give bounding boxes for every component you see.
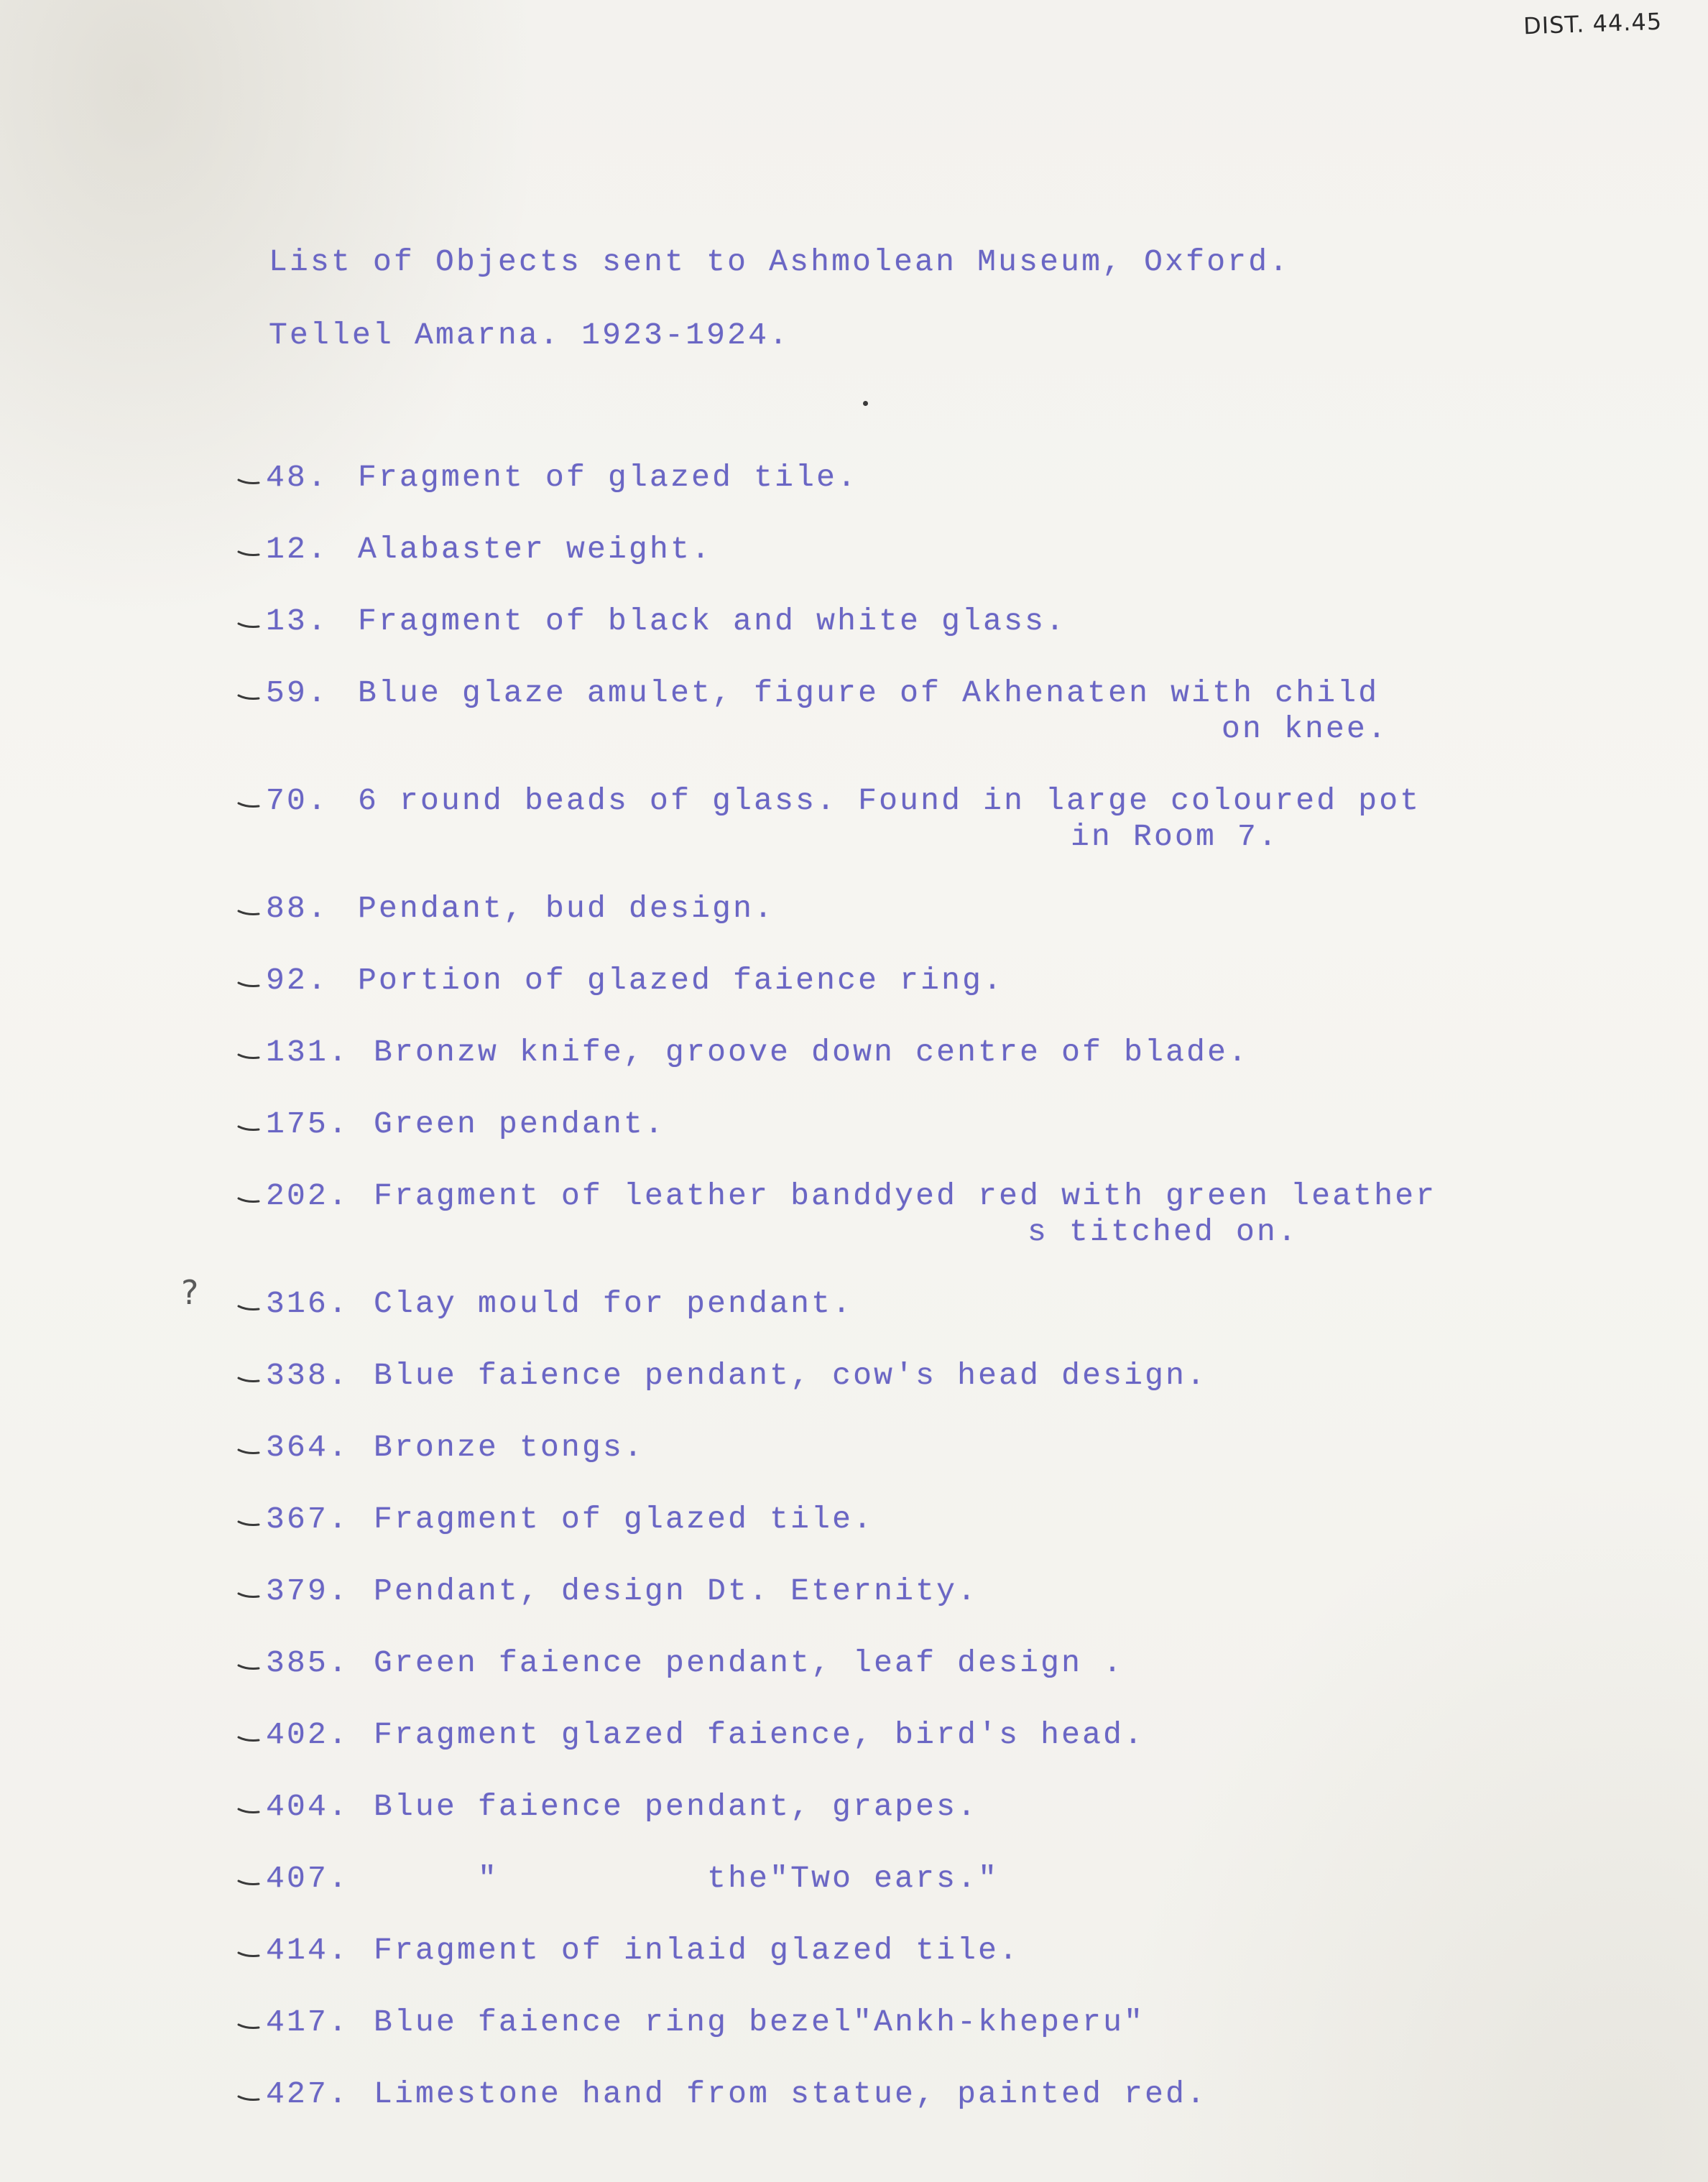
pencil-tick-mark <box>237 1660 262 1665</box>
item-description: Fragment of black and white glass. <box>358 604 1067 639</box>
item-description-continuation: s titched on. <box>1028 1214 1299 1249</box>
item-description: Green faience pendant, leaf design . <box>374 1645 1125 1681</box>
item-description: Blue faience pendant, cow's head design. <box>374 1358 1208 1393</box>
pencil-tick-mark <box>237 1947 262 1953</box>
item-number: 427. <box>266 2076 350 2112</box>
item-number: 202. <box>266 1178 350 1213</box>
pencil-tick-mark <box>237 690 262 695</box>
item-description: Pendant, bud design. <box>358 891 775 926</box>
item-description: 6 round beads of glass. Found in large coloured pot <box>358 783 1421 818</box>
item-number: 131. <box>266 1035 350 1070</box>
stray-mark <box>863 401 868 406</box>
pencil-tick-mark <box>237 977 262 983</box>
pencil-tick-mark <box>237 1875 262 1881</box>
item-description: Limestone hand from statue, painted red. <box>374 2076 1208 2112</box>
item-description: Blue faience pendant, grapes. <box>374 1789 979 1824</box>
item-number: 316. <box>266 1286 350 1321</box>
item-number: 48. <box>266 460 329 495</box>
pencil-tick-mark <box>237 1516 262 1522</box>
pencil-tick-mark <box>237 1300 262 1306</box>
pencil-tick-mark <box>237 1049 262 1055</box>
item-description: " the"Two ears." <box>374 1861 1000 1896</box>
item-description: Fragment glazed faience, bird's head. <box>374 1717 1145 1752</box>
item-number: 379. <box>266 1573 350 1609</box>
item-number: 364. <box>266 1430 350 1465</box>
pencil-tick-mark <box>237 2091 262 2097</box>
item-description: Alabaster weight. <box>358 532 713 567</box>
item-number: 385. <box>266 1645 350 1681</box>
pencil-tick-mark <box>237 1588 262 1594</box>
pencil-tick-mark <box>237 798 262 803</box>
item-description: Pendant, design Dt. Eternity. <box>374 1573 979 1609</box>
item-description: Clay mould for pendant. <box>374 1286 854 1321</box>
item-number: 414. <box>266 1933 350 1968</box>
item-description-continuation: on knee. <box>1222 711 1389 746</box>
item-description-continuation: in Room 7. <box>1071 819 1280 854</box>
pencil-tick-mark <box>237 546 262 552</box>
document-title: List of Objects sent to Ashmolean Museum, Oxford. <box>269 244 1291 279</box>
document-subtitle: Tellel Amarna. 1923-1924. <box>269 318 790 353</box>
pencil-tick-mark <box>237 1193 262 1198</box>
pencil-tick-mark <box>237 1444 262 1450</box>
pencil-tick-mark <box>237 1732 262 1737</box>
item-description: Blue glaze amulet, figure of Akhenaten with child <box>358 675 1380 711</box>
reference-number: DIST. 44.45 <box>1523 7 1663 40</box>
pencil-query-mark: ? <box>181 1273 199 1312</box>
item-number: 404. <box>266 1789 350 1824</box>
item-description: Blue faience ring bezel"Ankh-kheperu" <box>374 2005 1145 2040</box>
pencil-tick-mark <box>237 1803 262 1809</box>
item-description: Fragment of inlaid glazed tile. <box>374 1933 1020 1968</box>
item-number: 367. <box>266 1502 350 1537</box>
item-number: 70. <box>266 783 329 818</box>
pencil-tick-mark <box>237 1372 262 1378</box>
pencil-tick-mark <box>237 2019 262 2025</box>
item-number: 338. <box>266 1358 350 1393</box>
pencil-tick-mark <box>237 1121 262 1127</box>
item-number: 175. <box>266 1106 350 1142</box>
item-number: 13. <box>266 604 329 639</box>
item-number: 59. <box>266 675 329 711</box>
item-number: 88. <box>266 891 329 926</box>
item-number: 402. <box>266 1717 350 1752</box>
pencil-tick-mark <box>237 618 262 624</box>
item-number: 407. <box>266 1861 350 1896</box>
item-description: Fragment of glazed tile. <box>374 1502 874 1537</box>
item-description: Bronzw knife, groove down centre of blade. <box>374 1035 1250 1070</box>
item-number: 12. <box>266 532 329 567</box>
pencil-tick-mark <box>237 905 262 911</box>
item-number: 417. <box>266 2005 350 2040</box>
item-description: Bronze tongs. <box>374 1430 645 1465</box>
item-description: Portion of glazed faience ring. <box>358 963 1005 998</box>
item-description: Fragment of glazed tile. <box>358 460 859 495</box>
item-number: 92. <box>266 963 329 998</box>
pencil-tick-mark <box>237 474 262 480</box>
item-description: Green pendant. <box>374 1106 666 1142</box>
item-description: Fragment of leather banddyed red with green leather <box>374 1178 1437 1213</box>
